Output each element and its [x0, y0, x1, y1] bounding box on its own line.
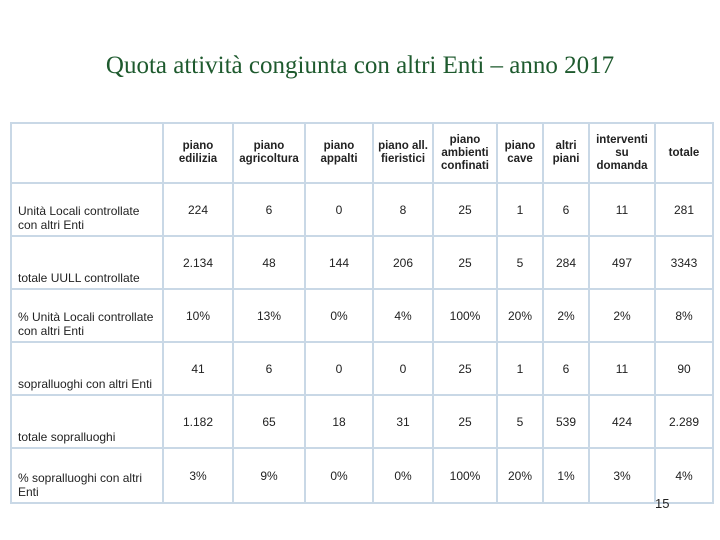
table-cell: 6 [543, 183, 589, 236]
table-cell: 20% [497, 448, 543, 503]
page-number: 15 [655, 496, 670, 511]
table-cell: 0 [305, 183, 373, 236]
table-cell: 3% [163, 448, 233, 503]
table-cell: 0 [373, 342, 433, 395]
table-cell: 100% [433, 448, 497, 503]
table-cell: 0 [305, 342, 373, 395]
column-header: piano cave [497, 123, 543, 183]
table-cell: 8 [373, 183, 433, 236]
table-cell: 25 [433, 342, 497, 395]
table-cell: 6 [543, 342, 589, 395]
table-cell: 497 [589, 236, 655, 289]
table-cell: 2% [589, 289, 655, 342]
table-cell: 1 [497, 342, 543, 395]
row-label: % sopralluoghi con altri Enti [11, 448, 163, 503]
table-row [11, 395, 713, 448]
column-header: piano agricoltura [233, 123, 305, 183]
table-cell: 281 [655, 183, 713, 236]
table-row [11, 236, 713, 289]
table-cell: 4% [373, 289, 433, 342]
column-header: altri piani [543, 123, 589, 183]
table-cell: 8% [655, 289, 713, 342]
table-cell: 2.289 [655, 395, 713, 448]
column-header: piano all. fieristici [373, 123, 433, 183]
table-header-row [11, 123, 713, 183]
table-cell: 10% [163, 289, 233, 342]
table-cell: 5 [497, 395, 543, 448]
table-row [11, 342, 713, 395]
table-cell: 25 [433, 395, 497, 448]
table-cell: 0% [373, 448, 433, 503]
table-cell: 13% [233, 289, 305, 342]
table-cell: 48 [233, 236, 305, 289]
row-label: totale sopralluoghi [11, 395, 163, 448]
table-cell: 224 [163, 183, 233, 236]
table-cell: 90 [655, 342, 713, 395]
row-label: totale UULL controllate [11, 236, 163, 289]
table-cell: 11 [589, 183, 655, 236]
table-cell: 31 [373, 395, 433, 448]
table-cell: 5 [497, 236, 543, 289]
table-cell: 25 [433, 183, 497, 236]
activity-table [10, 122, 714, 504]
slide-title: Quota attività congiunta con altri Enti – anno 2017 [105, 52, 615, 79]
table-cell: 539 [543, 395, 589, 448]
table-cell: 9% [233, 448, 305, 503]
table-cell: 4% [655, 448, 713, 503]
table-cell: 3343 [655, 236, 713, 289]
column-header: piano ambienti confinati [433, 123, 497, 183]
column-header: piano edilizia [163, 123, 233, 183]
table-cell: 424 [589, 395, 655, 448]
table-cell: 144 [305, 236, 373, 289]
column-header: piano appalti [305, 123, 373, 183]
table-cell: 65 [233, 395, 305, 448]
table-row [11, 448, 713, 503]
table-cell: 284 [543, 236, 589, 289]
table-cell: 100% [433, 289, 497, 342]
column-header: totale [655, 123, 713, 183]
table-row [11, 183, 713, 236]
table-row [11, 289, 713, 342]
table-cell: 1 [497, 183, 543, 236]
table-cell: 11 [589, 342, 655, 395]
column-header [11, 123, 163, 183]
row-label: Unità Locali controllate con altri Enti [11, 183, 163, 236]
column-header: interventi su domanda [589, 123, 655, 183]
data-table-container [10, 122, 712, 499]
table-cell: 18 [305, 395, 373, 448]
table-cell: 3% [589, 448, 655, 503]
row-label: % Unità Locali controllate con altri Enti [11, 289, 163, 342]
table-cell: 1% [543, 448, 589, 503]
table-cell: 20% [497, 289, 543, 342]
table-cell: 41 [163, 342, 233, 395]
table-cell: 1.182 [163, 395, 233, 448]
table-cell: 2% [543, 289, 589, 342]
table-cell: 0% [305, 289, 373, 342]
table-cell: 6 [233, 183, 305, 236]
table-cell: 206 [373, 236, 433, 289]
row-label: sopralluoghi con altri Enti [11, 342, 163, 395]
table-cell: 0% [305, 448, 373, 503]
table-cell: 2.134 [163, 236, 233, 289]
table-cell: 25 [433, 236, 497, 289]
table-cell: 6 [233, 342, 305, 395]
